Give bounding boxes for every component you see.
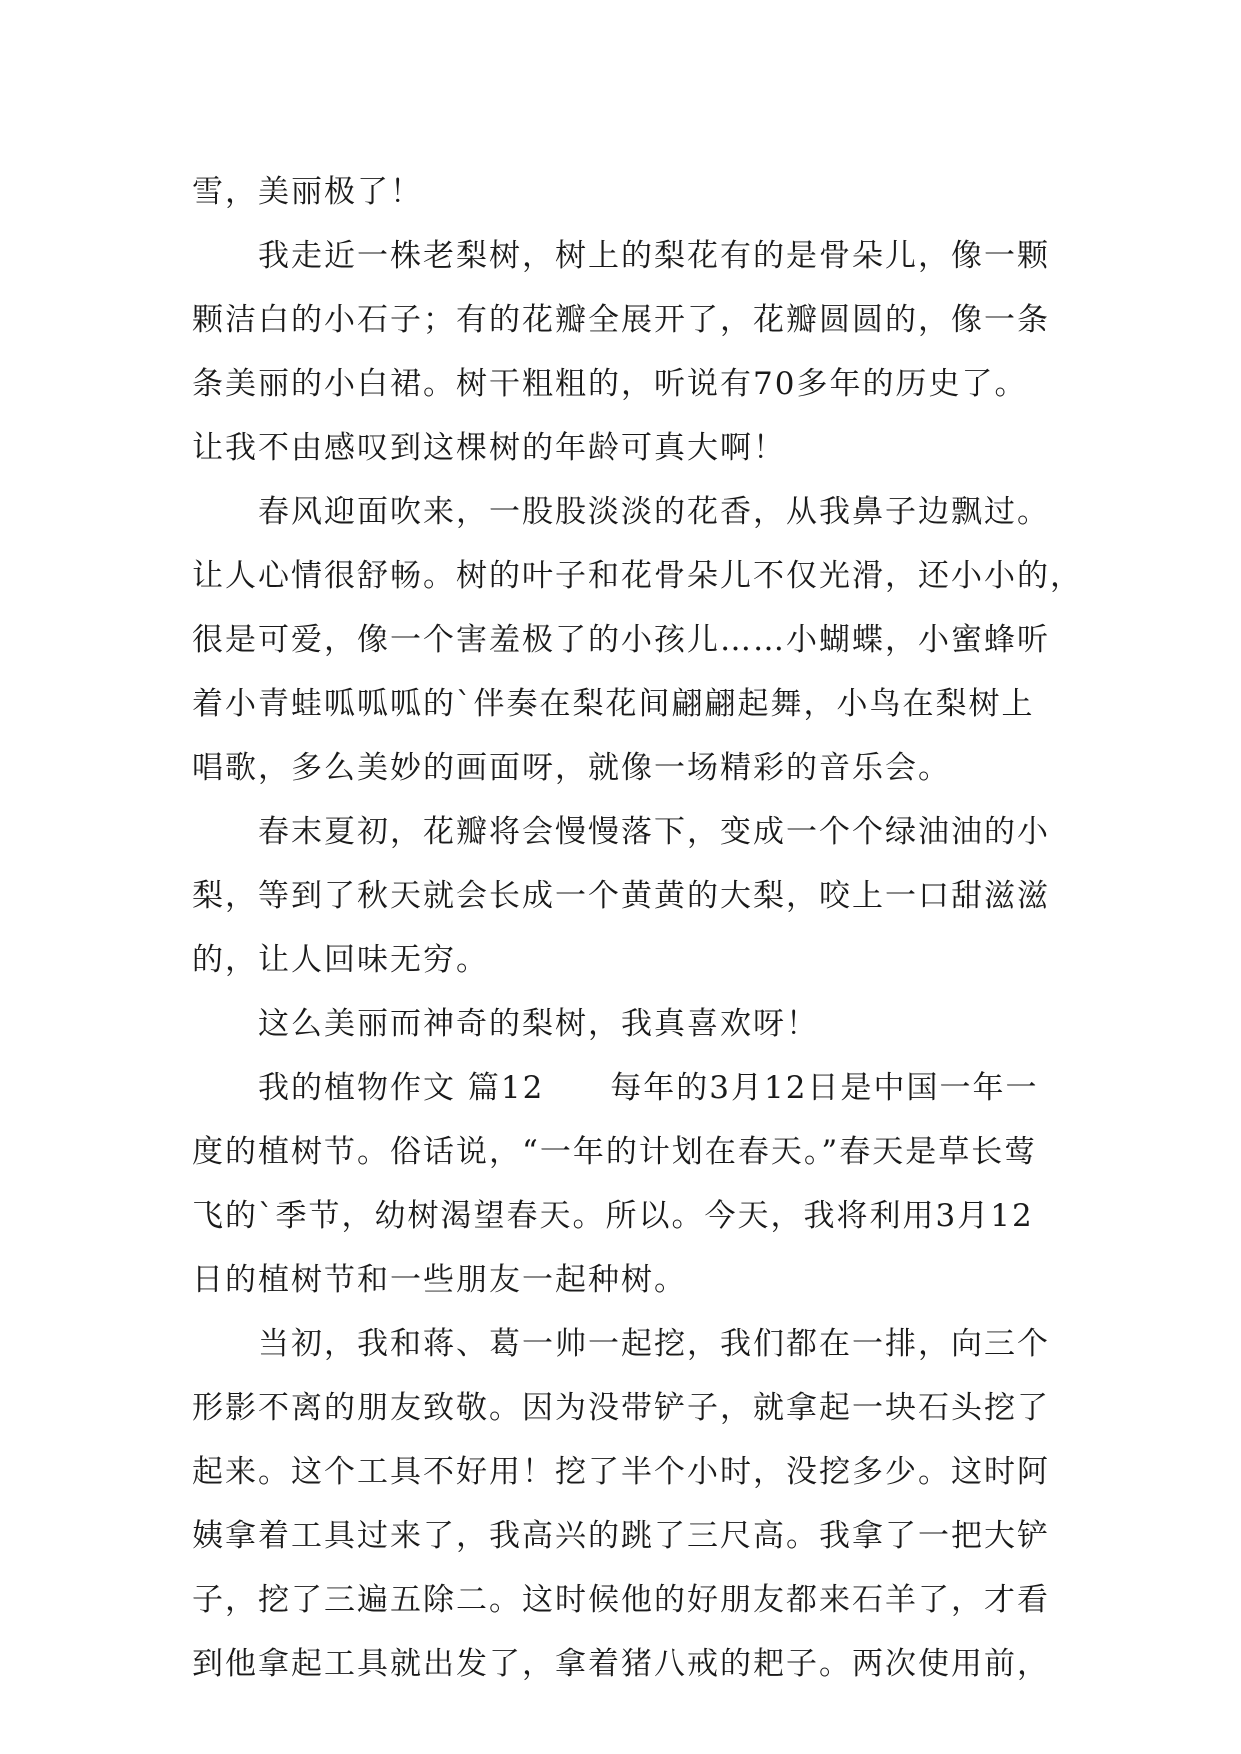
text-line: 的，让人回味无穷。: [192, 942, 489, 978]
text-line: 春风迎面吹来，一股股淡淡的花香，从我鼻子边飘过。: [192, 494, 1050, 530]
text-line: 颗洁白的小石子；有的花瓣全展开了，花瓣圆圆的，像一条: [192, 302, 1050, 338]
text-line: 让我不由感叹到这棵树的年龄可真大啊！: [192, 430, 786, 466]
text-line: 梨，等到了秋天就会长成一个黄黄的大梨，咬上一口甜滋滋: [192, 878, 1050, 914]
text-line: 让人心情很舒畅。树的叶子和花骨朵儿不仅光滑，还小小的，: [192, 558, 1083, 594]
text-line: 形影不离的朋友致敬。因为没带铲子，就拿起一块石头挖了: [192, 1390, 1050, 1426]
text-line: 春末夏初，花瓣将会慢慢落下，变成一个个绿油油的小: [192, 814, 1050, 850]
text-line: 条美丽的小白裙。树干粗粗的，听说有70多年的历史了。: [192, 366, 1028, 402]
text-line: 着小青蛙呱呱呱的`伴奏在梨花间翩翩起舞，小鸟在梨树上: [192, 686, 1035, 722]
text-line: 度的植树节。俗话说，“一年的计划在春天。”春天是草长莺: [192, 1134, 1038, 1170]
text-line: 到他拿起工具就出发了，拿着猪八戒的耙子。两次使用前，: [192, 1646, 1050, 1682]
text-line: 起来。这个工具不好用！挖了半个小时，没挖多少。这时阿: [192, 1454, 1050, 1490]
text-line: 我的植物作文 篇12 每年的3月12日是中国一年一: [192, 1070, 1039, 1106]
text-line: 雪，美丽极了！: [192, 174, 423, 210]
text-line: 日的植树节和一些朋友一起种树。: [192, 1262, 687, 1298]
text-line: 飞的`季节，幼树渴望春天。所以。今天，我将利用3月12: [192, 1198, 1034, 1234]
text-line: 这么美丽而神奇的梨树，我真喜欢呀！: [192, 1006, 819, 1042]
essay-text: [192, 160, 1083, 1696]
text-line: 我走近一株老梨树，树上的梨花有的是骨朵儿，像一颗: [192, 238, 1050, 274]
text-line: 子，挖了三遍五除二。这时候他的好朋友都来石羊了，才看: [192, 1582, 1050, 1618]
text-line: 当初，我和蒋、葛一帅一起挖，我们都在一排，向三个: [192, 1326, 1050, 1362]
text-line: 姨拿着工具过来了，我高兴的跳了三尺高。我拿了一把大铲: [192, 1518, 1050, 1554]
text-line: 很是可爱，像一个害羞极了的小孩儿……小蝴蝶，小蜜蜂听: [192, 622, 1050, 658]
text-line: 唱歌，多么美妙的画面呀，就像一场精彩的音乐会。: [192, 750, 951, 786]
